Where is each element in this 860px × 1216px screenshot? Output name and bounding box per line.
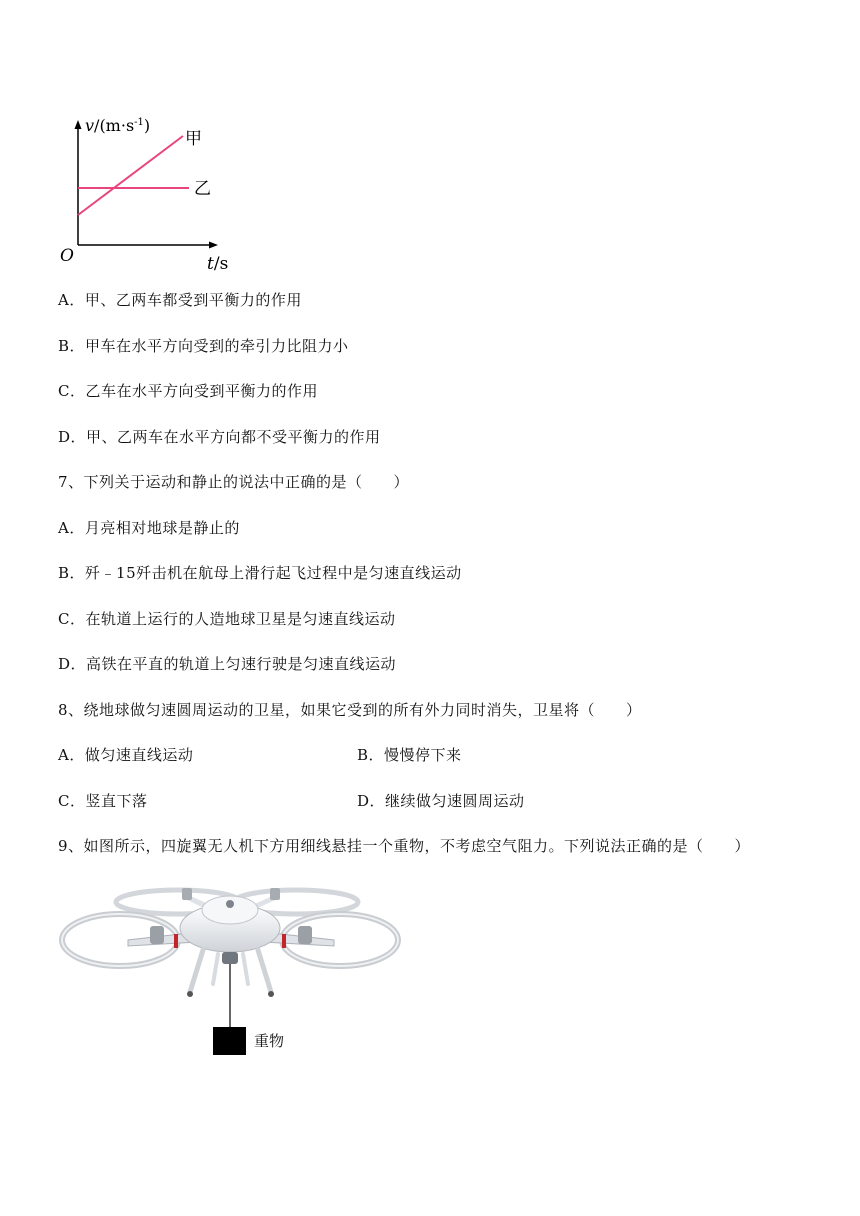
svg-text:t/s xyxy=(207,254,228,274)
q6-option-b[interactable]: B．甲车在水平方向受到的牵引力比阻力小 xyxy=(58,337,349,355)
q8-option-d[interactable]: D．继续做匀速圆周运动 xyxy=(357,792,525,810)
velocity-time-graph xyxy=(55,112,245,277)
q7-option-c[interactable]: C．在轨道上运行的人造地球卫星是匀速直线运动 xyxy=(58,610,396,628)
series-yi-label: 乙 xyxy=(194,179,211,199)
x-axis-arrow xyxy=(209,242,218,249)
svg-text:v/(m·s-1) xyxy=(85,116,150,135)
q7-option-a[interactable]: A．月亮相对地球是静止的 xyxy=(58,519,240,537)
q9-stem: 9、如图所示，四旋翼无人机下方用细线悬挂一个重物，不考虑空气阻力。下列说法正确的是（ ） xyxy=(58,837,751,855)
y-axis-arrow xyxy=(75,120,82,129)
quadcopter-drone-image xyxy=(58,880,403,1080)
origin-label: O xyxy=(60,246,74,266)
q6-option-c[interactable]: C．乙车在水平方向受到平衡力的作用 xyxy=(58,382,318,400)
q8-stem: 8、绕地球做匀速圆周运动的卫星，如果它受到的所有外力同时消失，卫星将（ ） xyxy=(58,701,642,719)
series-jia-label: 甲 xyxy=(185,129,202,149)
y-axis-label-exp: -1 xyxy=(134,117,144,128)
y-axis-label-close: ) xyxy=(143,116,151,135)
weight-label: 重物 xyxy=(254,1032,285,1050)
q8-option-a[interactable]: A．做匀速直线运动 xyxy=(58,746,194,764)
x-axis-label-unit: /s xyxy=(213,254,229,274)
y-axis-label-v: v xyxy=(85,116,95,135)
q7-option-d[interactable]: D．高铁在平直的轨道上匀速行驶是匀速直线运动 xyxy=(58,655,397,673)
x-axis-label-t: t xyxy=(207,254,214,274)
q8-option-c[interactable]: C．竖直下落 xyxy=(58,792,148,810)
series-jia-line xyxy=(78,136,183,215)
q7-option-b[interactable]: B．歼﹣15歼击机在航母上滑行起飞过程中是匀速直线运动 xyxy=(58,564,462,582)
y-axis-label-unit: /(m·s xyxy=(94,116,135,135)
q6-option-d[interactable]: D．甲、乙两车在水平方向都不受平衡力的作用 xyxy=(58,428,381,446)
weight-block xyxy=(213,1027,246,1055)
q6-option-a[interactable]: A．甲、乙两车都受到平衡力的作用 xyxy=(58,291,302,309)
q8-option-b[interactable]: B．慢慢停下来 xyxy=(357,746,462,764)
q7-stem: 7、下列关于运动和静止的说法中正确的是（ ） xyxy=(58,473,410,491)
